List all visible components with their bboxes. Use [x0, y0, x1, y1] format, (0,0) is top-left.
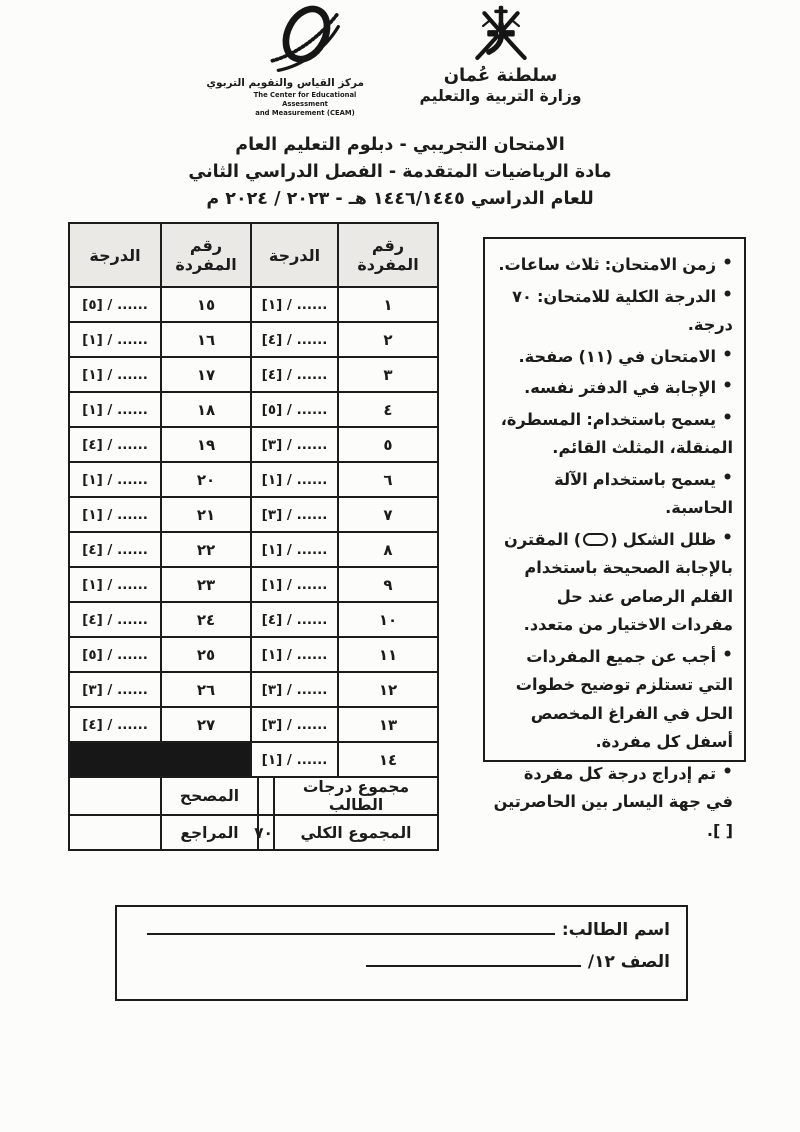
item-number-cell: ١٥ — [161, 287, 251, 322]
marks-table — [68, 222, 439, 778]
item-number-cell: ٢ — [338, 322, 438, 357]
item-number-cell: ٢٥ — [161, 637, 251, 672]
item-number-cell: ١٦ — [161, 322, 251, 357]
grand-total-value: ٧٠ — [258, 815, 274, 850]
item-score-cell: [٤] / ...... — [69, 427, 161, 462]
ceam-logo-block — [206, 3, 364, 117]
instruction-text: الإجابة في الدفتر نفسه. — [524, 378, 717, 397]
item-score-cell: [١] / ...... — [69, 357, 161, 392]
bullet-dot-icon: • — [722, 644, 733, 665]
bullet-dot-icon: • — [722, 376, 733, 396]
marks-row — [69, 602, 438, 637]
exam-title-line-1: الامتحان التجريبي - دبلوم التعليم العام — [235, 135, 565, 155]
item-score-cell: [١] / ...... — [69, 462, 161, 497]
ceam-name-english: The Center for Educational Assessment and Measurement (CEAM) — [253, 91, 357, 117]
item-score-cell: [١] / ...... — [69, 392, 161, 427]
student-name-label: اسم الطالب: — [561, 920, 670, 940]
marks-row — [69, 672, 438, 707]
instruction-text: يسمح باستخدام الآلة الحاسبة. — [554, 469, 733, 517]
instruction-bullet — [493, 760, 733, 846]
bullet-dot-icon: • — [722, 253, 733, 273]
marks-row — [69, 462, 438, 497]
student-name-fill-line — [147, 920, 555, 935]
corrector-label: المصحح — [161, 777, 258, 815]
item-number-cell: ٢٤ — [161, 602, 251, 637]
instructions-panel — [483, 237, 746, 840]
bullet-dot-icon: • — [722, 284, 733, 305]
instruction-bullet — [493, 526, 733, 640]
item-number-cell: ٥ — [338, 427, 438, 462]
exam-title-line-3: للعام الدراسي ١٤٤٦/١٤٤٥ هـ - ٢٠٢٣ / ٢٠٢٤ م — [206, 189, 594, 209]
score-header-right: الدرجة — [251, 223, 338, 287]
blackout-cell — [69, 742, 251, 777]
item-number-cell: ٦ — [338, 462, 438, 497]
item-number-cell: ١٨ — [161, 392, 251, 427]
summary-table — [68, 776, 439, 851]
reviewer-label: المراجع — [161, 815, 258, 850]
instruction-bullet — [493, 283, 733, 340]
grand-total-row — [69, 815, 438, 850]
item-score-cell: [٣] / ...... — [251, 707, 338, 742]
item-number-cell: ١٤ — [338, 742, 438, 777]
item-score-cell: [٣] / ...... — [251, 672, 338, 707]
item-score-cell: [٥] / ...... — [251, 392, 338, 427]
item-score-cell: [١] / ...... — [251, 287, 338, 322]
item-score-cell: [١] / ...... — [69, 567, 161, 602]
item-number-cell: ١٧ — [161, 357, 251, 392]
student-total-row — [69, 777, 438, 815]
marks-row — [69, 322, 438, 357]
item-number-cell: ١٠ — [338, 602, 438, 637]
student-total-label: مجموع درجات الطالب — [274, 777, 438, 815]
item-score-cell: [٤] / ...... — [251, 602, 338, 637]
ministry-title: وزارة التربية والتعليم — [419, 87, 582, 105]
item-number-cell: ٢٣ — [161, 567, 251, 602]
item-score-cell: [٤] / ...... — [251, 357, 338, 392]
item-score-cell: [٤] / ...... — [69, 602, 161, 637]
item-score-cell: [١] / ...... — [251, 532, 338, 567]
item-number-cell: ١٣ — [338, 707, 438, 742]
exam-titles — [0, 132, 800, 213]
ministry-emblem-block — [418, 4, 583, 105]
item-score-cell: [٣] / ...... — [251, 497, 338, 532]
item-score-cell: [٣] / ...... — [69, 672, 161, 707]
marks-row — [69, 742, 438, 777]
item-score-cell: [٥] / ...... — [69, 287, 161, 322]
reviewer-signature-cell — [69, 815, 161, 850]
item-score-cell: [١] / ...... — [251, 567, 338, 602]
marks-row — [69, 287, 438, 322]
item-score-cell: [٣] / ...... — [251, 427, 338, 462]
item-score-cell: [١] / ...... — [251, 637, 338, 672]
item-number-cell: ٢٧ — [161, 707, 251, 742]
item-number-cell: ١٢ — [338, 672, 438, 707]
item-header-left: رقم المفردة — [161, 223, 251, 287]
item-number-cell: ٧ — [338, 497, 438, 532]
marks-row — [69, 567, 438, 602]
item-header-right: رقم المفردة — [338, 223, 438, 287]
instructions-list — [493, 251, 733, 845]
instruction-bullet — [493, 374, 733, 403]
bullet-dot-icon: • — [722, 407, 733, 428]
instruction-text: تم إدراج درجة كل مفردة في جهة اليسار بين الحاصرتين [ ]. — [493, 763, 733, 840]
marks-row — [69, 497, 438, 532]
instruction-text: يسمح باستخدام: المسطرة، المنقلة، المثلث القائم. — [500, 409, 733, 457]
instruction-text: ظلل الشكل ( — [610, 529, 717, 549]
marks-row — [69, 637, 438, 672]
instruction-bullet — [493, 466, 733, 523]
student-total-value-cell — [258, 777, 274, 815]
item-score-cell: [١] / ...... — [69, 497, 161, 532]
marks-row — [69, 532, 438, 567]
item-number-cell: ٢٦ — [161, 672, 251, 707]
student-info-box — [115, 905, 688, 1001]
bullet-dot-icon: • — [722, 527, 733, 548]
instruction-text: أجب عن جميع المفردات التي تستلزم توضيح خطوات الحل في الفراغ المخصص أسفل كل مفردة. — [515, 646, 733, 751]
item-number-cell: ٣ — [338, 357, 438, 392]
ceam-name-arabic: مركز القياس والتقويم التربوي — [206, 77, 364, 89]
bullet-dot-icon: • — [722, 467, 733, 488]
marks-table-header-row — [69, 223, 438, 287]
instruction-text: الدرجة الكلية للامتحان: ٧٠ درجة. — [512, 286, 733, 334]
marks-row — [69, 357, 438, 392]
item-score-cell: [١] / ...... — [251, 742, 338, 777]
item-score-cell: [١] / ...... — [69, 322, 161, 357]
item-score-cell: [١] / ...... — [251, 462, 338, 497]
item-score-cell: [٤] / ...... — [251, 322, 338, 357]
sultanate-title: سلطنة عُمان — [443, 65, 558, 86]
item-number-cell: ٢٠ — [161, 462, 251, 497]
marks-table-wrap — [68, 222, 437, 851]
bullet-dot-icon: • — [722, 344, 733, 365]
oman-emblem-icon — [469, 4, 533, 62]
item-score-cell: [٤] / ...... — [69, 532, 161, 567]
item-number-cell: ٢١ — [161, 497, 251, 532]
item-number-cell: ١١ — [338, 637, 438, 672]
item-number-cell: ٨ — [338, 532, 438, 567]
ceam-logo-icon — [265, 3, 345, 77]
score-header-left: الدرجة — [69, 223, 161, 287]
class-fill-line — [366, 952, 581, 967]
instruction-bullet — [493, 343, 733, 372]
item-number-cell: ٤ — [338, 392, 438, 427]
marks-table-body — [69, 287, 438, 777]
item-number-cell: ١ — [338, 287, 438, 322]
item-number-cell: ١٩ — [161, 427, 251, 462]
item-score-cell: [٤] / ...... — [69, 707, 161, 742]
exam-title-line-2: مادة الرياضيات المتقدمة - الفصل الدراسي الثاني — [188, 162, 612, 182]
marks-row — [69, 392, 438, 427]
class-label: الصف ١٢/ — [587, 952, 670, 972]
corrector-signature-cell — [69, 777, 161, 815]
instruction-text: زمن الامتحان: ثلاث ساعات. — [498, 255, 717, 274]
student-name-line — [133, 920, 670, 940]
marks-row — [69, 427, 438, 462]
item-number-cell: ٩ — [338, 567, 438, 602]
instruction-text: ) المقترن بالإجابة الصحيحة باستخدام القلم الرصاص عند حل مفردات الاختيار من متعدد. — [504, 529, 733, 634]
bullet-dot-icon: • — [722, 761, 733, 782]
marks-row — [69, 707, 438, 742]
instruction-text: الامتحان في (١١) صفحة. — [518, 346, 717, 366]
item-score-cell: [٥] / ...... — [69, 637, 161, 672]
item-number-cell: ٢٢ — [161, 532, 251, 567]
instruction-bullet — [493, 251, 733, 280]
class-line — [133, 952, 670, 972]
instruction-bullet — [493, 406, 733, 463]
instruction-bullet — [493, 643, 733, 757]
grand-total-label: المجموع الكلي — [274, 815, 438, 850]
oval-shape-icon — [583, 533, 608, 546]
